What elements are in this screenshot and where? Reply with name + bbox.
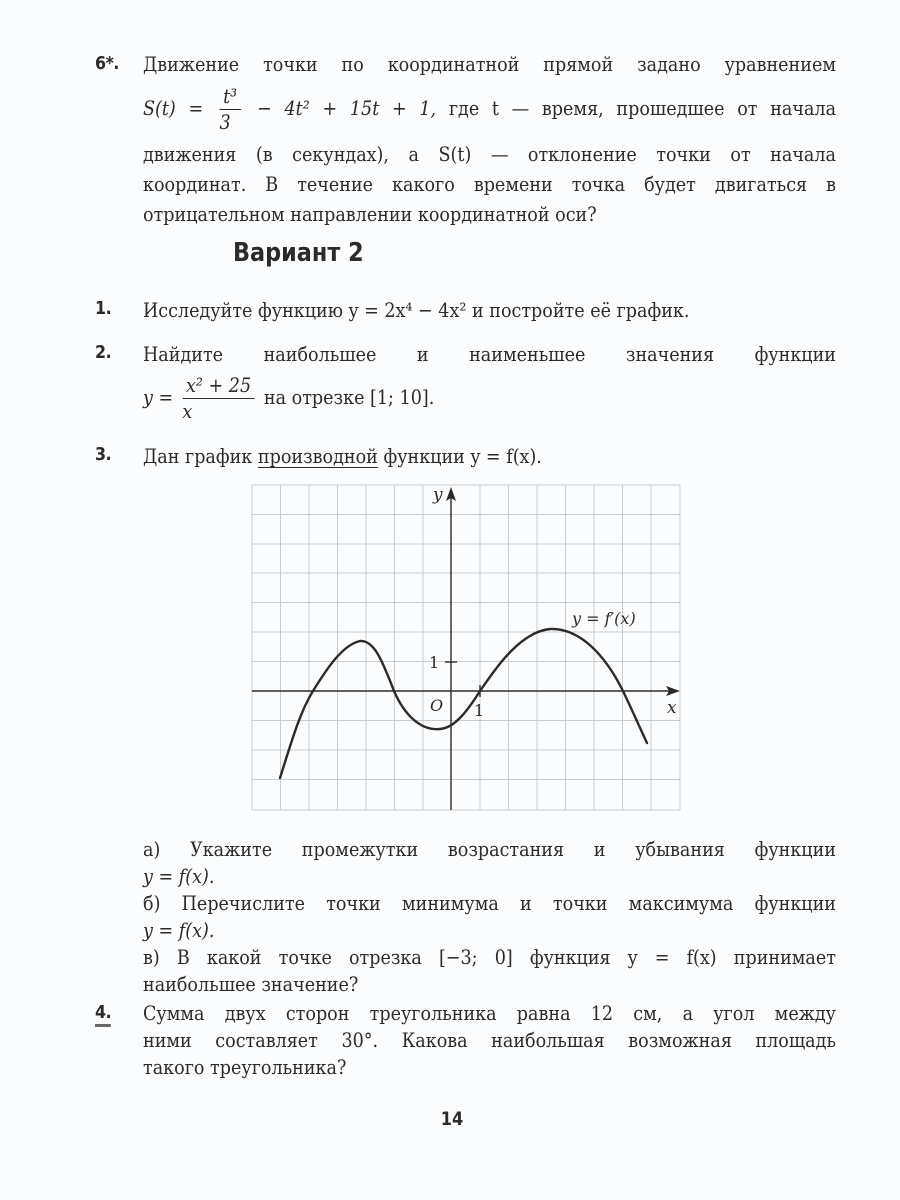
problem-3-subquestions: а) Укажите промежутки возрастания и убывания функции y = f(x). б) Перечислите точки минимума и точки максимума функции y = f(x). в) В какой точке отрезка [−3; 0] функция y = f(x) принимает наибольшее значение? <box>143 838 836 996</box>
problem-number: 3. <box>95 444 112 465</box>
page-number: 14 <box>440 1108 464 1130</box>
problem-1 <box>95 296 840 326</box>
problem-3 <box>95 442 840 472</box>
problem-number: 2. <box>95 342 112 363</box>
variant-heading: Вариант 2 <box>233 238 364 268</box>
problem-number: 6*. <box>95 53 120 74</box>
formula-lhs: S(t) = <box>143 97 204 120</box>
problem-number: 1. <box>95 298 112 319</box>
problem-text: Найдите наибольшее и наименьшее значения функции <box>143 343 836 366</box>
grid <box>252 485 680 810</box>
problem-4: 4. Сумма двух сторон треугольника равна 12 см, а угол между ними составляет 30°. Какова наибольшая возможная площадь такого треугольника? <box>95 1002 836 1079</box>
problem-2: 2. Найдите наибольшее и наименьшее значения функции y = $\frac{\text{x² + 25}}{x}$ на отрезке [1; 10]. <box>95 342 836 423</box>
axes <box>252 487 680 810</box>
problem-text: Сумма двух сторон треугольника равна 12 см, а угол между <box>143 1002 836 1025</box>
fraction: $\frac{\text{x² + 25}}{x}$ <box>182 375 254 423</box>
origin-label: O <box>430 696 444 715</box>
curve-label: y = f′(x) <box>572 609 636 628</box>
subquestion-b: б) Перечислите точки минимума и точки максимума функции <box>143 892 836 915</box>
y-tick-label: 1 <box>429 653 440 672</box>
problem-text: Движение точки по координатной прямой задано уравнением S(t) = $\frac{\text{t³}}{3}$ − 4t² + 15t + 1, где t — время, прошедшее от начала движения (в секундах), а S(t) — отклонение точки от начала координат. В течение какого времени точка будет двигаться в отрицательном направлении координатной оси? <box>143 53 837 226</box>
problem-text: Исследуйте функцию y = 2x⁴ − 4x² и постройте её график. <box>143 299 690 322</box>
subquestion-c: в) В какой точке отрезка [−3; 0] функция y = f(x) принимает <box>143 946 836 969</box>
x-axis-label: x <box>667 698 677 718</box>
derivative-curve <box>280 629 647 778</box>
problem-6 <box>95 50 840 230</box>
problem-number: 4. <box>95 1002 111 1027</box>
x-tick-label: 1 <box>474 701 485 720</box>
fraction: $\frac{\text{t³}}{3}$ <box>220 86 241 134</box>
problem-text: Дан график производной функции y = f(x). <box>143 445 542 468</box>
subquestion-a: а) Укажите промежутки возрастания и убывания функции <box>143 838 836 861</box>
y-axis-label: y <box>433 485 443 505</box>
derivative-graph <box>250 483 685 813</box>
